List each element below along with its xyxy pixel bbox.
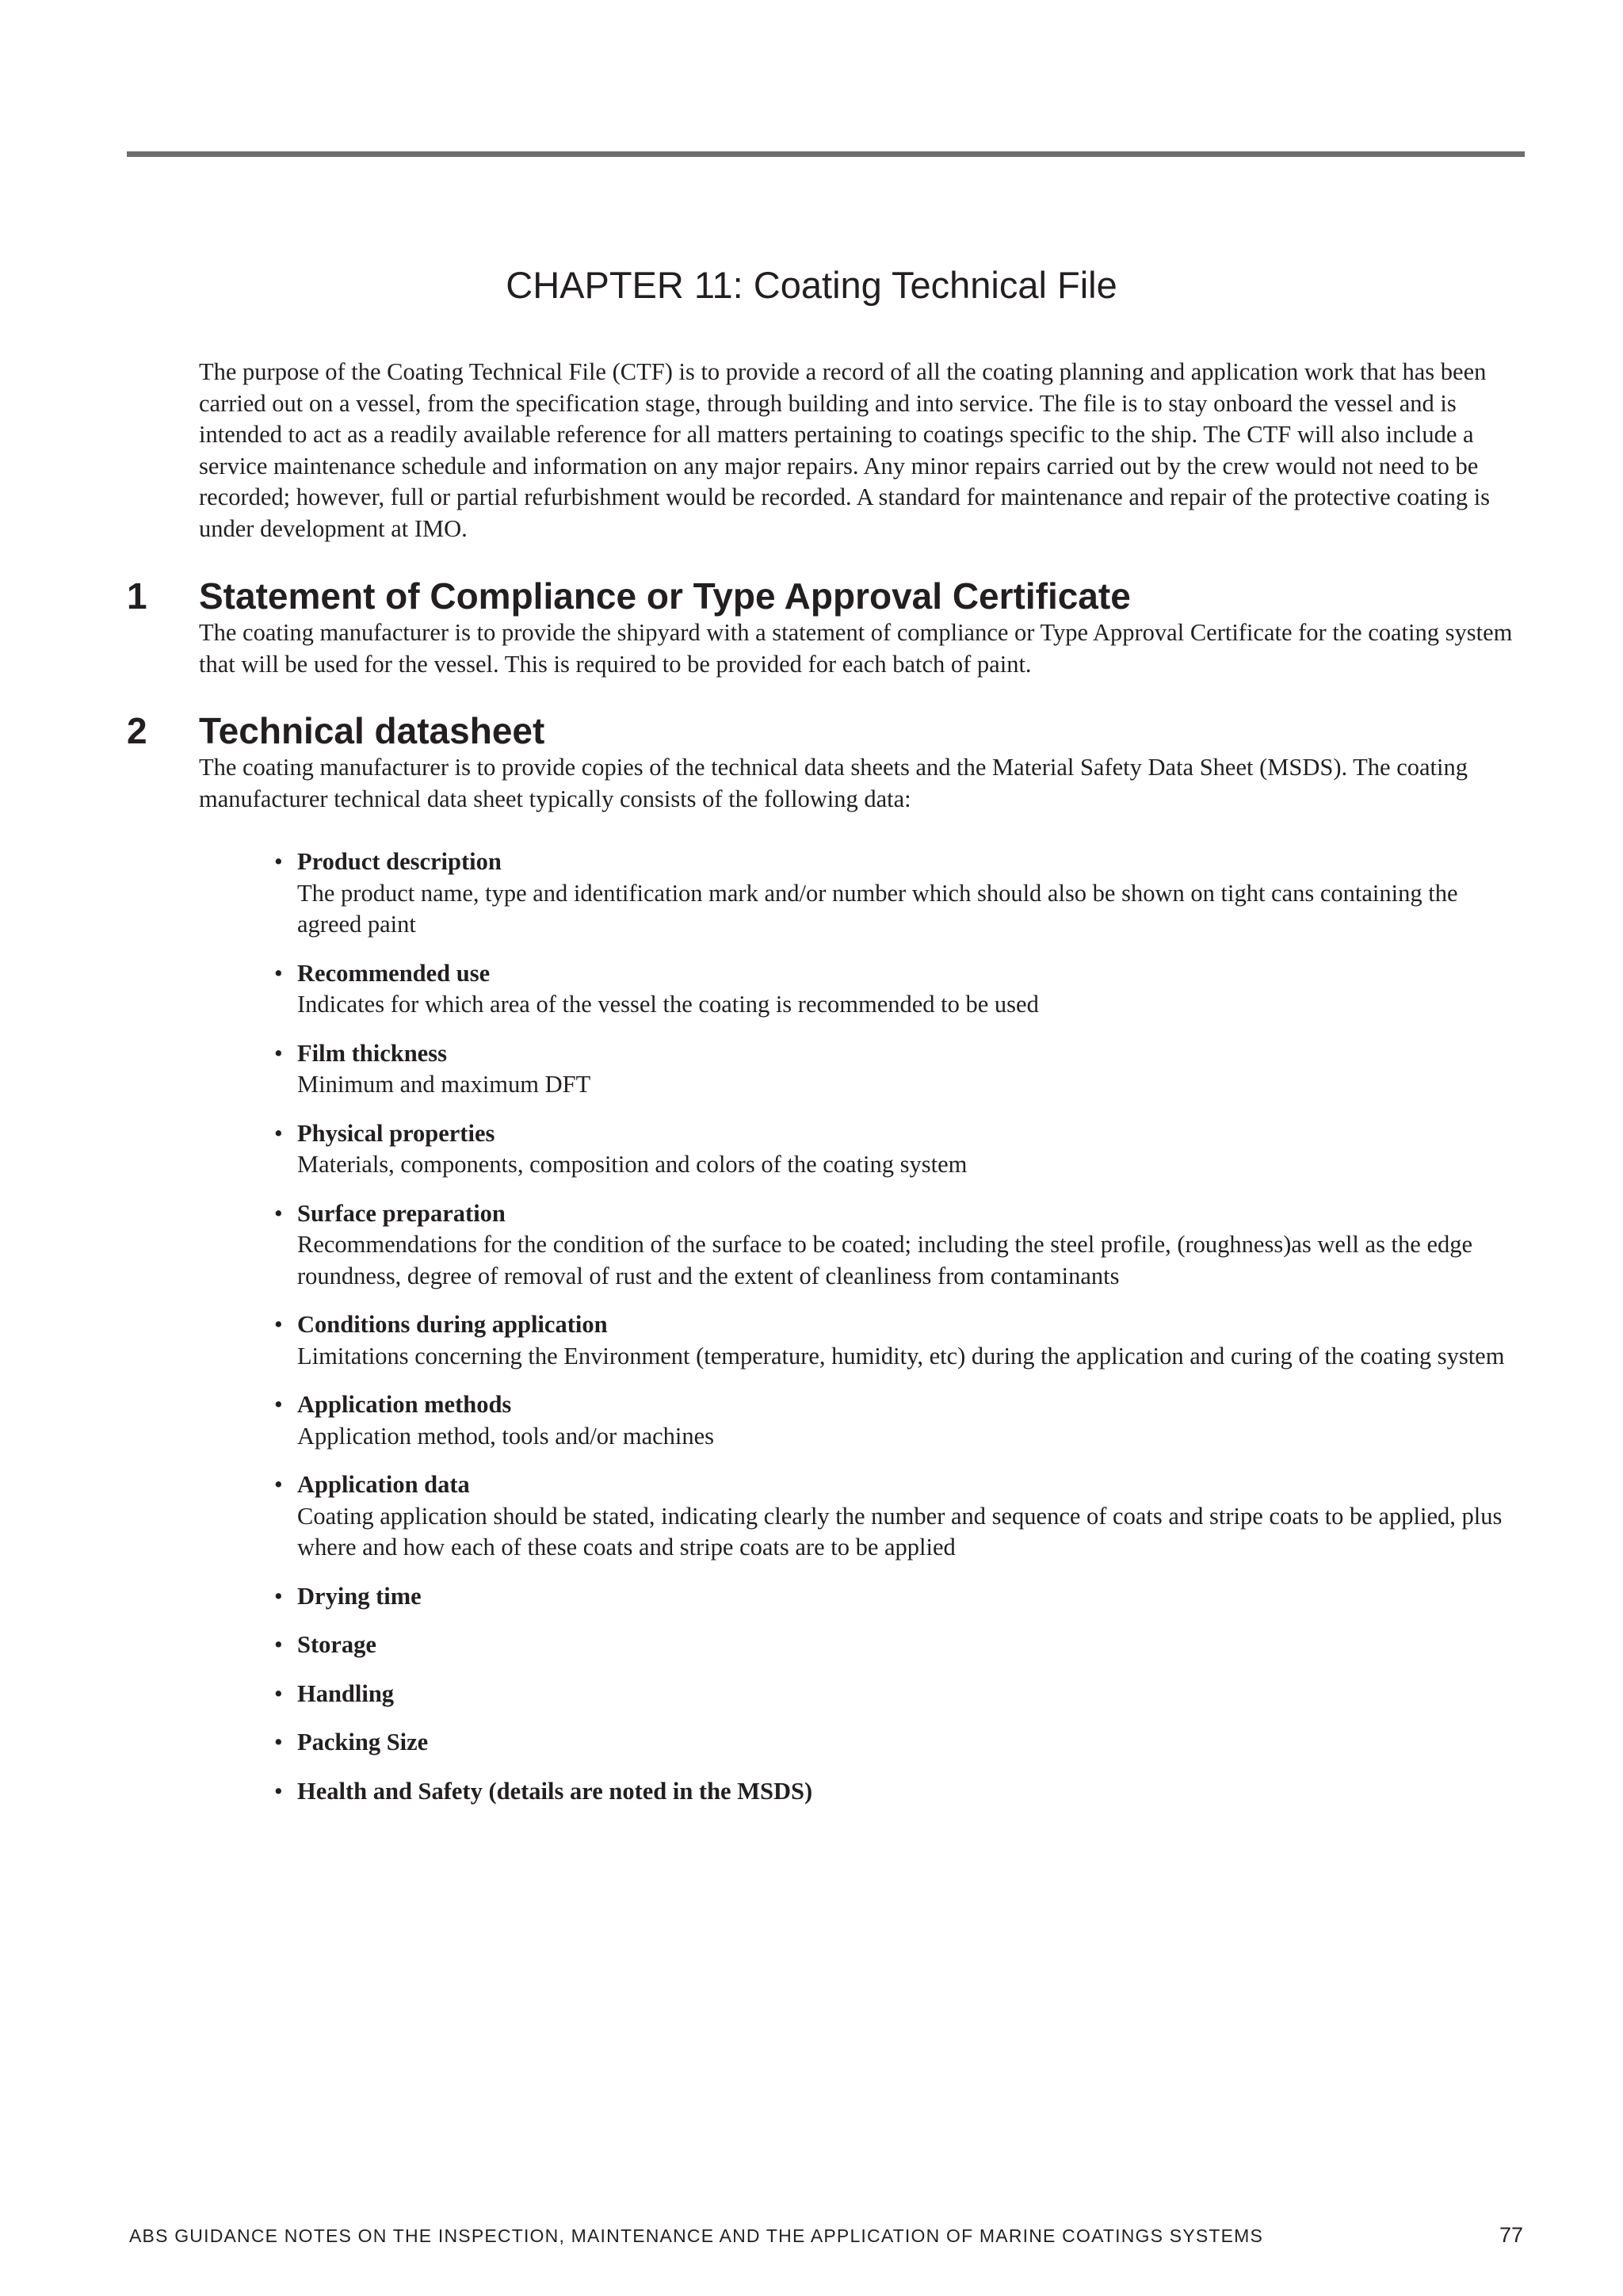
- bullet-title: Film thickness: [297, 1039, 447, 1067]
- bullet-dot: •: [274, 1391, 283, 1418]
- bullet-dot: •: [274, 1471, 283, 1498]
- bullet-item: [274, 958, 1526, 1021]
- bullet-description: Limitations concerning the Environment (temperature, humidity, etc) during the application and curing of the coating system: [297, 1342, 1505, 1370]
- bullet-title: Application methods: [297, 1391, 512, 1418]
- bullet-item: [274, 1198, 1526, 1293]
- bullet-dot: •: [274, 1199, 283, 1227]
- bullet-title: Handling: [297, 1679, 395, 1707]
- bullet-dot: •: [274, 1119, 283, 1147]
- bullet-title: Drying time: [297, 1582, 422, 1610]
- bullet-title: Storage: [297, 1631, 376, 1658]
- bullet-item: [274, 1038, 1526, 1101]
- section-2-body: The coating manufacturer is to provide copies of the technical data sheets and the Material Safety Data Sheet (MSDS). The coating manufacturer technical data sheet typically consists of the following data:: [199, 754, 1468, 812]
- bullet-dot: •: [274, 1582, 283, 1610]
- bullet-item: [274, 1679, 1526, 1710]
- bullet-description: Application method, tools and/or machines: [297, 1422, 715, 1450]
- bullet-item: [274, 1309, 1526, 1372]
- bullet-dot: •: [274, 1729, 283, 1755]
- bullet-item: [274, 1389, 1526, 1452]
- bullet-description: Minimum and maximum DFT: [297, 1071, 591, 1098]
- bullet-description: Recommendations for the condition of the surface to be coated; including the steel profile, (roughness)as well as the edge roundness, degree of removal of rust and the extent of cleanliness from contaminants: [297, 1231, 1473, 1289]
- bullet-title: Application data: [297, 1471, 470, 1498]
- section-2-heading: [127, 709, 544, 752]
- section-1-title: Statement of Compliance or Type Approval Certificate: [199, 575, 1131, 617]
- bullet-dot: •: [274, 1679, 283, 1707]
- bullet-description: Indicates for which area of the vessel the coating is recommended to be used: [297, 991, 1039, 1018]
- bullet-item: [274, 1581, 1526, 1613]
- top-rule: [127, 151, 1525, 157]
- bullet-title: Product description: [297, 848, 502, 875]
- bullet-description: Coating application should be stated, indicating clearly the number and sequence of coats and stripe coats to be applied, plus where and how each of these coats and stripe coats are to be applied: [297, 1502, 1503, 1561]
- datasheet-bullet-list: [274, 846, 1526, 1824]
- bullet-title: Health and Safety (details are noted in the MSDS): [297, 1777, 813, 1805]
- bullet-dot: •: [274, 848, 283, 875]
- bullet-dot: •: [274, 1311, 283, 1338]
- bullet-title: Conditions during application: [297, 1311, 608, 1338]
- bullet-description: Materials, components, composition and colors of the coating system: [297, 1151, 968, 1178]
- section-1-number: 1: [127, 575, 147, 617]
- section-2-title: Technical datasheet: [199, 710, 545, 751]
- section-2-number: 2: [127, 710, 147, 751]
- bullet-title: Physical properties: [297, 1119, 495, 1147]
- bullet-dot: •: [274, 1039, 283, 1067]
- bullet-item: [274, 1776, 1526, 1808]
- bullet-item: [274, 1629, 1526, 1661]
- bullet-title: Recommended use: [297, 959, 491, 987]
- bullet-item: [274, 1118, 1526, 1181]
- bullet-description: The product name, type and identification mark and/or number which should also be shown on tight cans containing the agreed paint: [297, 879, 1458, 938]
- chapter-title: CHAPTER 11: Coating Technical File: [506, 264, 1117, 306]
- bullet-dot: •: [274, 1631, 283, 1658]
- bullet-dot: •: [274, 959, 283, 987]
- bullet-item: [274, 846, 1526, 941]
- bullet-item: [274, 1727, 1526, 1759]
- section-1-body: The coating manufacturer is to provide the shipyard with a statement of compliance or Type Approval Certificate for the coating system that will be used for the vessel. This is required to be provided for each batch of paint.: [199, 619, 1513, 678]
- section-1-heading: [127, 575, 1131, 617]
- intro-paragraph: The purpose of the Coating Technical File (CTF) is to provide a record of all the coating planning and application work that has been carried out on a vessel, from the specification stage, through building and into service. The file is to stay onboard the vessel and is intended to act as a readily available reference for all matters pertaining to coatings specific to the ship. The CTF will also include a service maintenance schedule and information on any major repairs. Any minor repairs carried out by the crew would not need to be recorded; however, full or partial refurbishment would be recorded. A standard for maintenance and repair of the protective coating is under development at IMO.: [199, 358, 1491, 542]
- bullet-dot: •: [274, 1777, 283, 1805]
- footer-title: ABS GUIDANCE NOTES ON THE INSPECTION, MAINTENANCE AND THE APPLICATION OF MARINE COATINGS SYSTEMS: [129, 2225, 1264, 2246]
- bullet-item: [274, 1469, 1526, 1564]
- bullet-title: Surface preparation: [297, 1199, 506, 1227]
- bullet-title: Packing Size: [297, 1729, 429, 1755]
- page-number: 77: [1499, 2223, 1523, 2247]
